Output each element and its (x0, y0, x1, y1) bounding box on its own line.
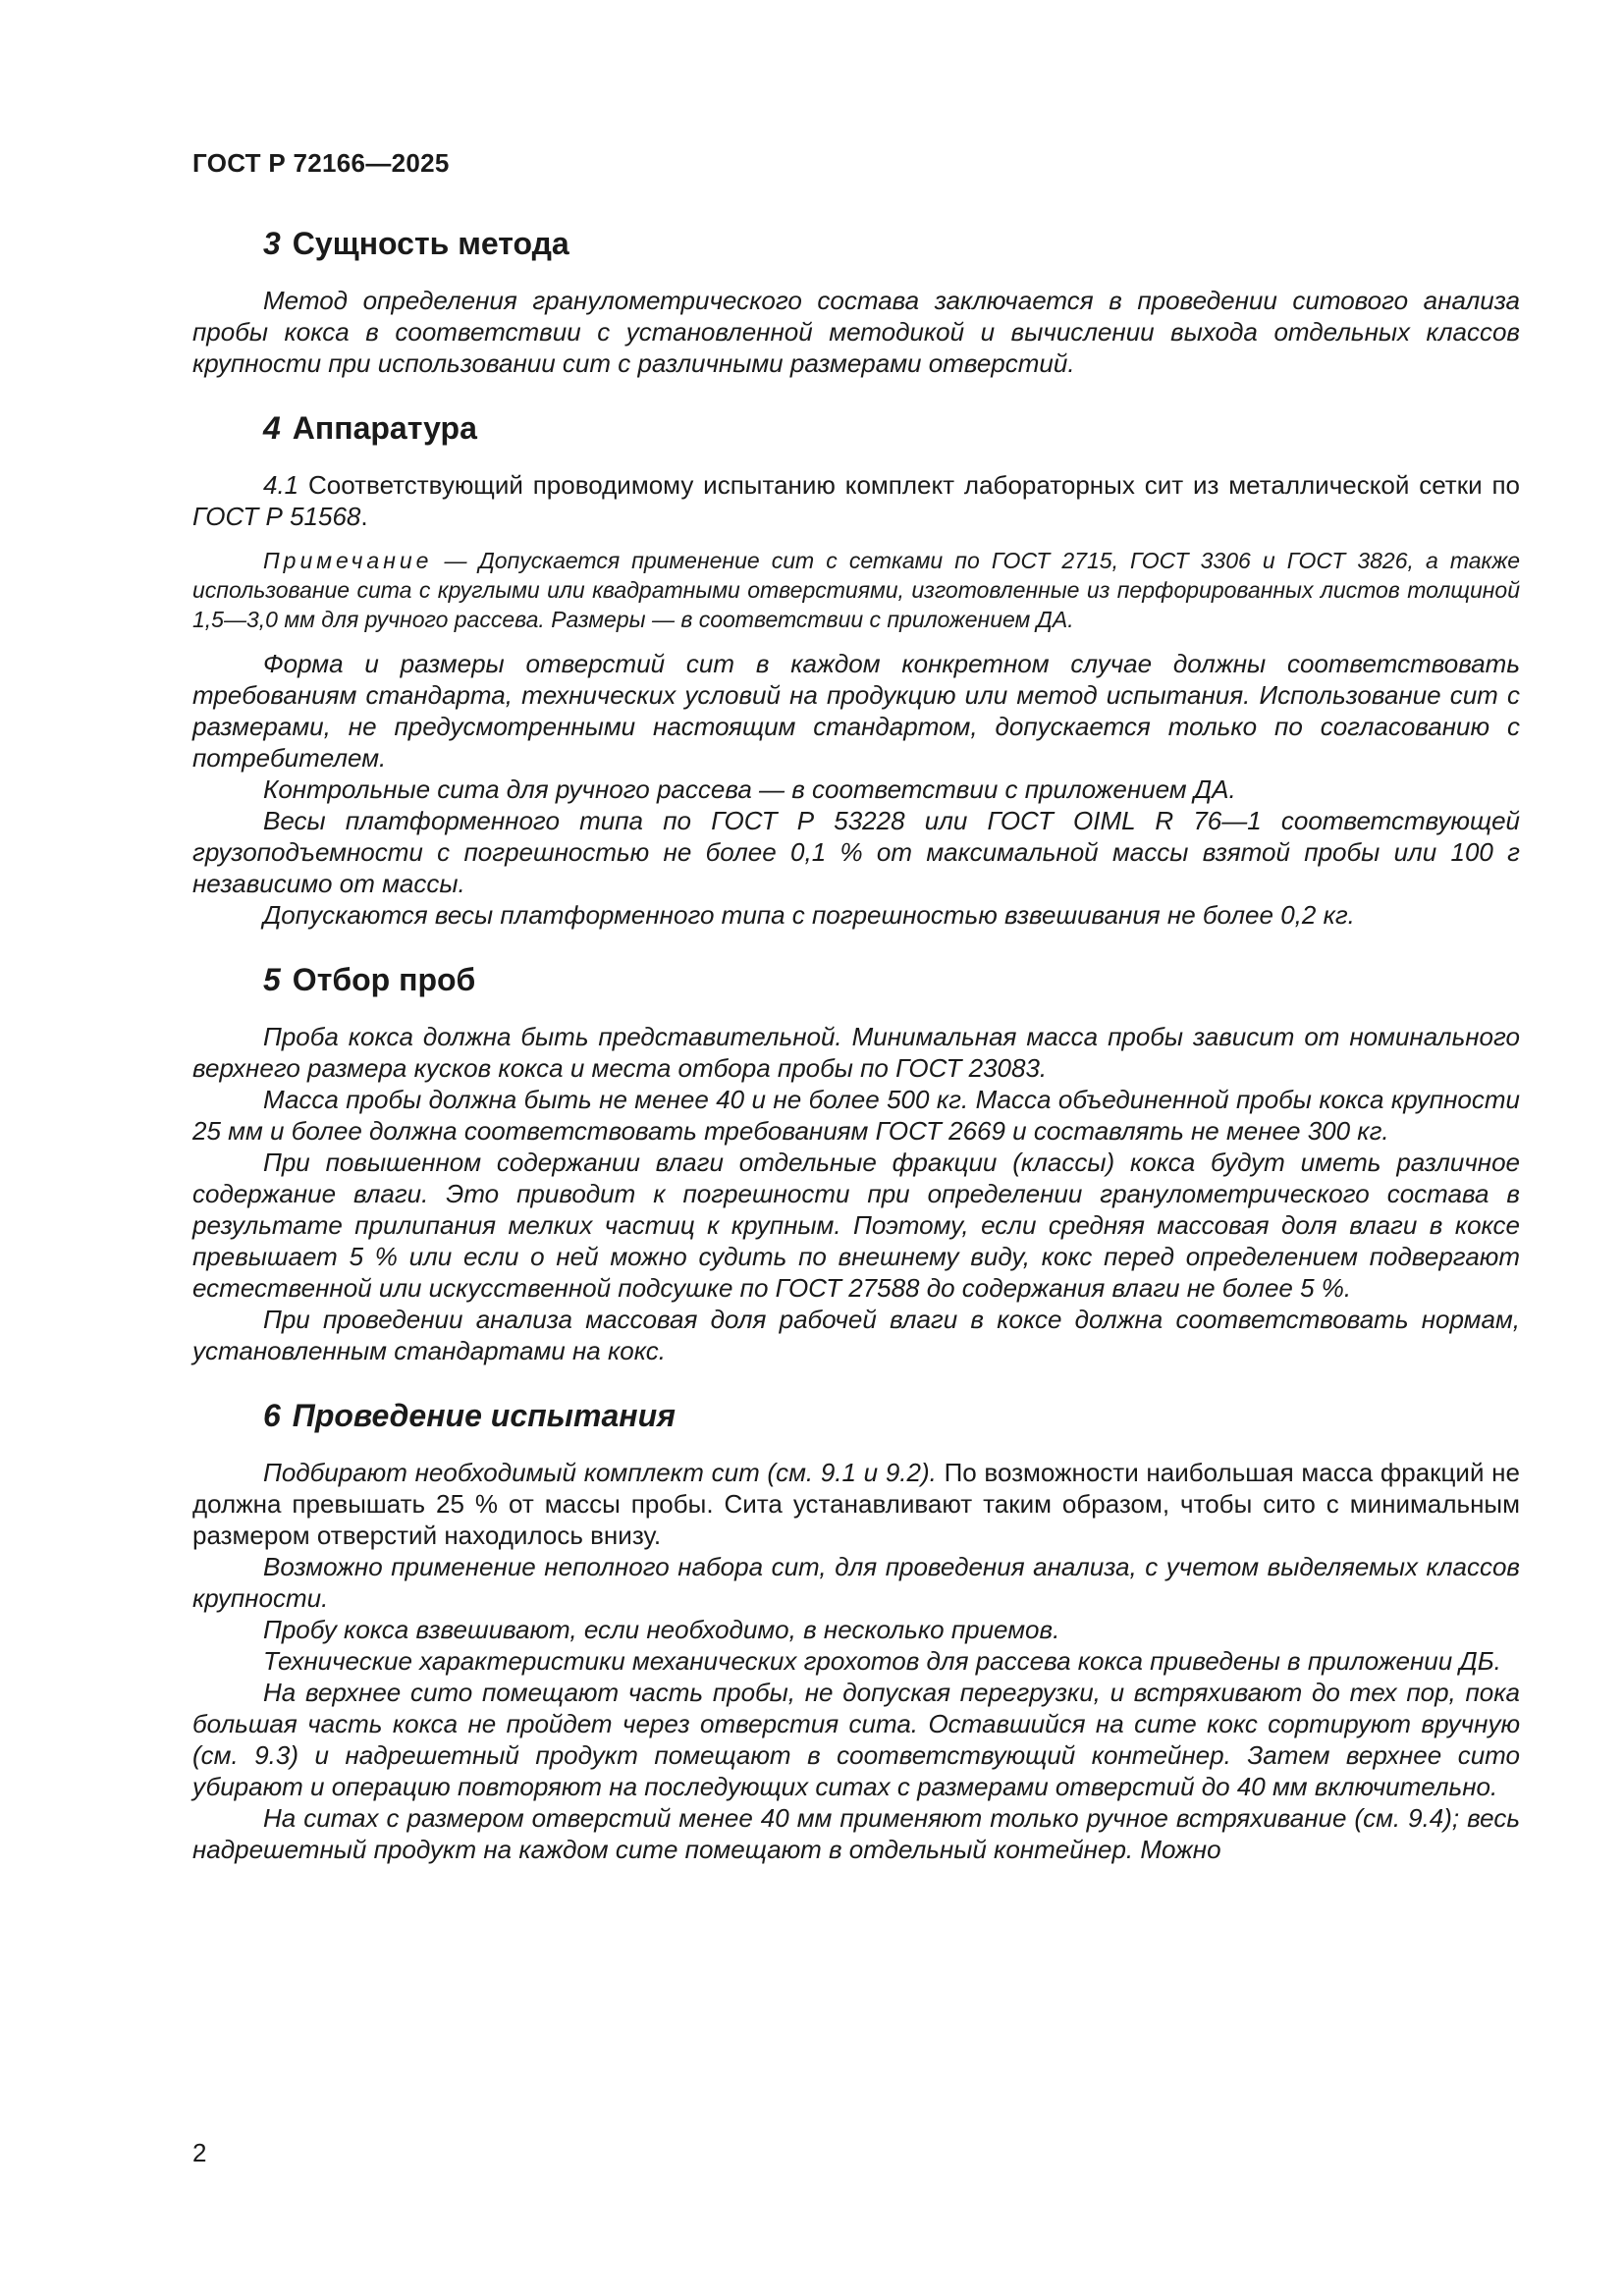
section-3-heading (192, 224, 1520, 263)
section-4-paragraph-4: Весы платформенного типа по ГОСТ Р 53228 или ГОСТ OIML R 76—1 соответствующей грузоподъемности с погрешностью не более 0,1 % от максимальной массы взятой пробы или 100 г независимо от массы. (192, 806, 1520, 898)
section-5-title: Отбор проб (292, 962, 476, 997)
section-5-paragraph-3: При повышенном содержании влаги отдельные фракции (классы) кокса будут иметь различное содержание влаги. Это приводит к погрешности при определении гранулометрического состава в результате прилипания мелких частиц к крупным. Поэтому, если средняя массовая доля влаги в коксе превышает 5 % или если о ней можно судить по внешнему виду, кокс перед определением подвергают естественной или искусственной подсушке по ГОСТ 27588 до содержания влаги не более 5 %. (192, 1148, 1520, 1303)
section-4-paragraph-3: Контрольные сита для ручного рассева — в соответствии с приложением ДА. (263, 774, 1236, 804)
section-5-paragraph-1: Проба кокса должна быть представительной. Минимальная масса пробы зависит от номинального верхнего размера кусков кокса и места отбора пробы по ГОСТ 23083. (192, 1022, 1520, 1083)
section-5-number: 5 (263, 962, 281, 997)
clause-4-1-end: . (360, 502, 368, 531)
section-4-1-paragraph (192, 469, 1520, 532)
note-label: Примечание (263, 548, 433, 573)
section-3-paragraph-1: Метод определения гранулометрического состава заключается в проведении ситового анализа пробы кокса в соответствии с установленной методикой и вычислении выхода отдельных классов крупности при использовании сит с различными размерами отверстий. (192, 286, 1520, 378)
section-6-paragraph-2: Возможно применение неполного набора сит, для проведения анализа, с учетом выделяемых классов крупности. (192, 1552, 1520, 1613)
section-5-paragraph-4: При проведении анализа массовая доля рабочей влаги в коксе должна соответствовать нормам, установленным стандартами на кокс. (192, 1305, 1520, 1365)
section-3-title: Сущность метода (292, 226, 569, 261)
section-6-paragraph-5: На верхнее сито помещают часть пробы, не допуская перегрузки, и встряхивают до тех пор, пока большая часть кокса не пройдет через отверстия сита. Оставшийся на сите кокс сортируют вручную (см. 9.3) и надрешетный продукт помещают в соответствующий контейнер. Затем верхнее сито убирают и операцию повторяют на последующих ситах с размерами отверстий до 40 мм включительно. (192, 1678, 1520, 1801)
section-5-paragraph-2: Масса пробы должна быть не менее 40 и не более 500 кг. Масса объединенной пробы кокса крупности 25 мм и более должна соответствовать требованиям ГОСТ 2669 и составлять не менее 300 кг. (192, 1085, 1520, 1146)
section-4-number: 4 (263, 410, 281, 446)
section-4-paragraph-5: Допускаются весы платформенного типа с погрешностью взвешивания не более 0,2 кг. (263, 900, 1355, 930)
clause-4-1-reference: ГОСТ Р 51568 (192, 502, 361, 531)
section-6-paragraph-1 (192, 1457, 1520, 1551)
section-4-paragraph-2: Форма и размеры отверстий сит в каждом конкретном случае должны соответствовать требованиям стандарта, технических условий на продукцию или метод испытания. Использование сит с размерами, не предусмотренными настоящим стандартом, допускается только по согласованию с потребителем. (192, 649, 1520, 773)
section-6-heading (192, 1396, 1520, 1435)
document-body (192, 224, 1520, 1865)
note-text: — Допускается применение сит с сетками по ГОСТ 2715, ГОСТ 3306 и ГОСТ 3826, а также использование сита с круглыми или квадратными отверстиями, изготовленные из перфорированных листов толщиной 1,5—3,0 мм для ручного рассева. Размеры — в соответствии с приложением ДА. (192, 548, 1520, 632)
section-6-paragraph-4: Технические характеристики механических грохотов для рассева кокса приведены в приложении ДБ. (263, 1646, 1501, 1676)
section-4-heading (192, 408, 1520, 448)
section-6-paragraph-1-rest: По возможности наибольшая масса фракций не должна превышать 25 % от массы пробы. Сита устанавливают таким образом, чтобы сито с минимальным размером отверстий находилось внизу. (192, 1458, 1520, 1550)
section-6-title: Проведение испытания (292, 1398, 676, 1433)
clause-4-1-number: 4.1 (263, 470, 299, 500)
section-6-paragraph-6: На ситах с размером отверстий менее 40 мм применяют только ручное встряхивание (см. 9.4); весь надрешетный продукт на каждом сите помещают в отдельный контейнер. Можно (192, 1803, 1520, 1864)
section-6-number: 6 (263, 1398, 281, 1433)
section-6-paragraph-1-italic: Подбирают необходимый комплект сит (см. 9.1 и 9.2). (263, 1458, 937, 1487)
section-4-title: Аппаратура (292, 410, 477, 446)
page-number: 2 (192, 2138, 207, 2167)
section-4-note (192, 546, 1520, 634)
section-5-heading (192, 960, 1520, 999)
document-header: ГОСТ Р 72166—2025 (192, 148, 450, 178)
section-6-paragraph-3: Пробу кокса взвешивают, если необходимо, в несколько приемов. (263, 1615, 1060, 1644)
section-3-number: 3 (263, 226, 281, 261)
clause-4-1-text: Соответствующий проводимому испытанию комплект лабораторных сит из металлической сетки по (298, 470, 1520, 500)
